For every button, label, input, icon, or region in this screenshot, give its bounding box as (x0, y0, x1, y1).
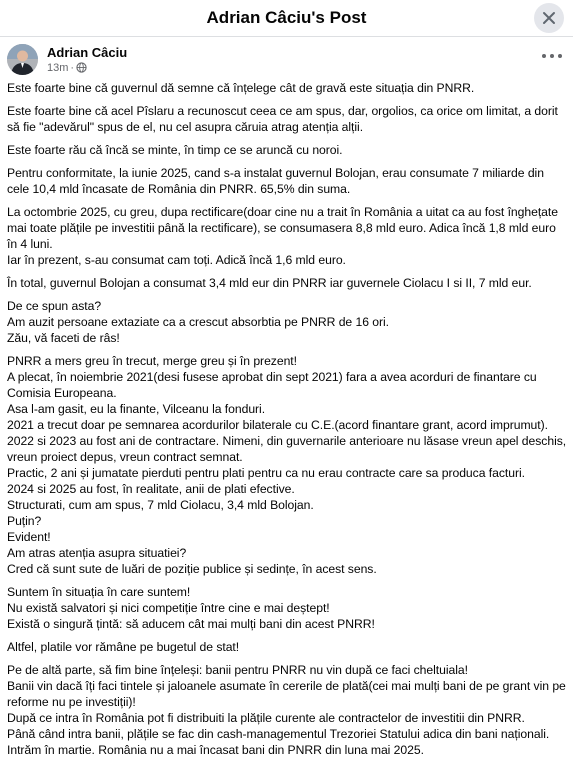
post-line: Practic, 2 ani și jumatate pierduti pentru plati pentru ca nu erau contracte care sa produca facturi. (7, 466, 525, 480)
post-line: De ce spun asta? (7, 299, 102, 313)
post-line: Până când intra banii, plățile se fac din cash-managementul Trezoriei Statului adica din bani naționali. (7, 727, 550, 741)
post-line: 2024 si 2025 au fost, în realitate, anii de plati efective. (7, 482, 295, 496)
post-line: Intrăm în martie. România nu a mai încasat bani din PNRR din luna mai 2025. (7, 743, 424, 757)
post-line: Evident! (7, 530, 51, 544)
post-paragraph (7, 103, 567, 135)
post-timestamp[interactable]: 13m (47, 62, 69, 74)
close-button[interactable] (534, 3, 564, 33)
post-paragraph (7, 142, 567, 158)
post-meta (47, 62, 87, 75)
post-line: După ce intra în România pot fi distribuiti la plățile curente ale contractelor de investitii din PNRR. (7, 711, 525, 725)
post-line: PNRR a mers greu în trecut, merge greu și în prezent! (7, 354, 297, 368)
post-line: Există o singură țintă: să aducem cât mai mulți bani din acest PNRR! (7, 617, 375, 631)
post-paragraph (7, 204, 567, 268)
post-line: Este foarte bine că guvernul dă semne că înțelege cât de gravă este situația din PNRR. (7, 81, 475, 95)
post-paragraph (7, 80, 567, 96)
post-line: A plecat, în noiembrie 2021(desi fusese aprobat din sept 2021) fara a avea acorduri de finantare cu Comisia Europeana. (7, 370, 537, 400)
more-dot-icon (558, 54, 562, 58)
post-line: Structurati, cum am spus, 7 mld Ciolacu, 3,4 mld Bolojan. (7, 498, 314, 512)
more-options-button[interactable] (542, 51, 562, 61)
post-paragraph (7, 353, 567, 577)
post-line: Este foarte bine că acel Pîslaru a recunoscut ceea ce am spus, dar, orgolios, ca orice om limitat, a dorit să fie "adevărul" spus de el, nu cel asupra căruia atrag atenția alții. (7, 104, 558, 134)
post-line: 2021 a trecut doar pe semnarea acordurilor bilaterale cu C.E.(acord finantare grant, acord imprumut). (7, 418, 548, 432)
post-line: Am auzit persoane extaziate ca a crescut absorbtia pe PNRR de 16 ori. (7, 315, 390, 329)
post-line: Pe de altă parte, să fim bine înțeleși: banii pentru PNRR nu vin după ce faci cheltuiala! (7, 663, 468, 677)
post-line: Altfel, platile vor rămâne pe bugetul de stat! (7, 640, 240, 654)
post-line: Asa l-am gasit, eu la finante, Vilceanu la fonduri. (7, 402, 266, 416)
post-paragraph (7, 165, 567, 197)
post-line: La octombrie 2025, cu greu, dupa rectificare(doar cine nu a trait în România a uitat ca au fost înghețate mai toate plățile pe investitii până la rectificare), se consumasera 8,8 mld euro. Adica încă 1,8 mld euro în 4 luni. (7, 205, 558, 251)
post-line: Puțin? (7, 514, 42, 528)
post-line: 2022 si 2023 au fost ani de contractare. Nimeni, din guvernarile anterioare nu lăsase vreun apel deschis, vreun proiect depus, vreun contract semnat. (7, 434, 567, 464)
post-paragraph (7, 275, 567, 291)
post-line: Zău, vă faceti de râs! (7, 331, 120, 345)
post-line: În total, guvernul Bolojan a consumat 3,4 mld eur din PNRR iar guvernele Ciolacu I si II, 7 mld eur. (7, 276, 532, 290)
post-author-row (0, 37, 573, 78)
meta-separator: · (70, 62, 75, 74)
close-icon (542, 11, 556, 25)
post-paragraph (7, 639, 567, 655)
post-body (7, 80, 567, 758)
post-line: Banii vin dacă îți faci tintele și jaloanele asumate în cererile de plată(cei mai mulți bani de pe grant vin pe reforme nu pe investiții)! (7, 679, 566, 709)
post-line: Iar în prezent, s-au consumat cam toți. Adică încă 1,6 mld euro. (7, 253, 346, 267)
profile-photo-icon (7, 44, 38, 75)
more-dot-icon (542, 54, 546, 58)
post-paragraph (7, 662, 567, 758)
page-title: Adrian Câciu's Post (206, 8, 367, 27)
post-paragraph (7, 584, 567, 632)
post-line: Nu există salvatori și nici competiție între cine e mai deștept! (7, 601, 330, 615)
post-line: Este foarte rău că încă se minte, în timp ce se aruncă cu noroi. (7, 143, 343, 157)
author-name[interactable]: Adrian Câciu (47, 45, 128, 60)
post-header (0, 0, 573, 37)
avatar[interactable] (7, 44, 38, 75)
more-dot-icon (550, 54, 554, 58)
globe-icon (76, 62, 87, 73)
post-line: Am atras atenția asupra situatiei? (7, 546, 187, 560)
post-line: Pentru conformitate, la iunie 2025, cand s-a instalat guvernul Bolojan, erau consumate 7 miliarde din cele 10,4 mld încasate de România din PNRR. 65,5% din suma. (7, 166, 544, 196)
post-line: Cred că sunt sute de luări de poziție publice și sedințe, în acest sens. (7, 562, 377, 576)
post-line: Suntem în situația în care suntem! (7, 585, 191, 599)
post-paragraph (7, 298, 567, 346)
